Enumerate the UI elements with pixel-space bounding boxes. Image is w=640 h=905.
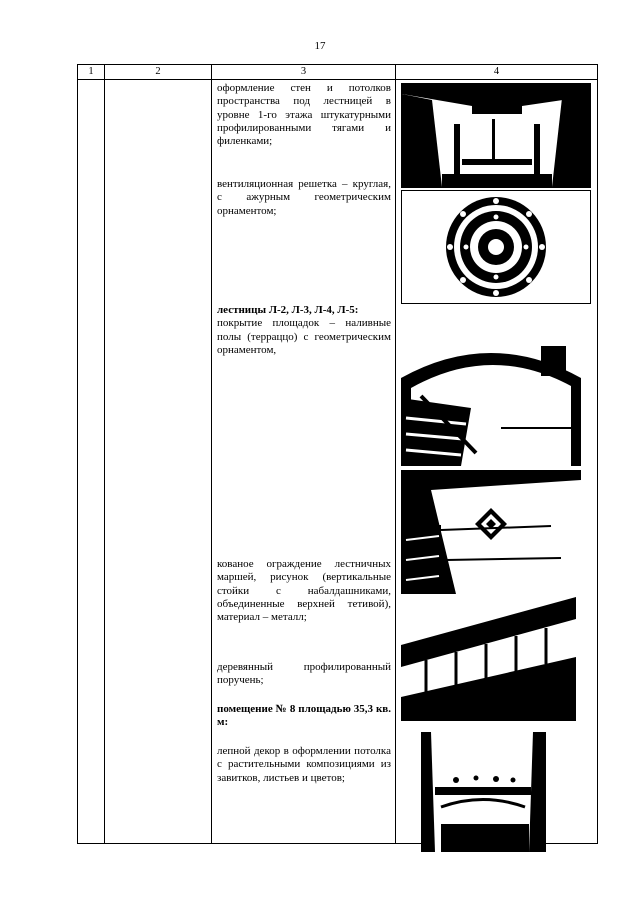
photo-cell (396, 80, 598, 844)
block-stairs (217, 304, 391, 558)
description-cell (212, 80, 396, 844)
text-vent-grille: вентиляционная решетка – круглая, с ажурным геометрическим орнаментом; (217, 178, 391, 217)
text-stucco-decor: лепной декор в оформлении потолка с растительными композициями из завитков, листьев и цветов; (217, 745, 391, 784)
block-railing (217, 558, 391, 661)
page-number: 17 (314, 40, 326, 52)
text-floor-terrazzo: покрытие площадок – наливные полы (терраццо) с геометрическим орнаментом, (217, 317, 391, 356)
photo-under-stairs (401, 83, 591, 188)
table-row (78, 80, 598, 844)
text-walls-ceiling: оформление стен и потолков пространства под лестницей в уровне 1-го этажа штукатурными профилированными тягами и филенками; (217, 82, 391, 148)
text-handrail: деревянный профилированный поручень; (217, 661, 391, 687)
photo-vent-grille (401, 190, 591, 304)
heading-room-8: помещение № 8 площадью 35,3 кв. м: (217, 703, 391, 729)
header-row (78, 65, 598, 80)
col-header-1: 1 (78, 65, 105, 80)
photo-forged-railing (401, 597, 576, 721)
col-header-3: 3 (212, 65, 396, 80)
photo-stucco-ceiling (421, 732, 546, 852)
block-room-8 (217, 703, 391, 745)
block-stucco-decor (217, 745, 391, 785)
col-header-2: 2 (105, 65, 212, 80)
photo-stair-landing (401, 338, 581, 466)
cell-col2 (105, 80, 212, 844)
heading-stairs: лестницы Л-2, Л-3, Л-4, Л-5: (217, 304, 359, 316)
block-vent-grille (217, 178, 391, 304)
cell-col1 (78, 80, 105, 844)
photo-terrazzo-floor (401, 470, 581, 594)
text-railing: кованое ограждение лестничных маршей, рисунок (вертикальные стойки с набалдашниками, объединенные верхней тетивой), материал – металл; (217, 558, 391, 624)
block-handrail (217, 661, 391, 703)
col-header-4: 4 (396, 65, 598, 80)
heritage-table (77, 64, 598, 844)
block-walls-ceiling (217, 82, 391, 178)
